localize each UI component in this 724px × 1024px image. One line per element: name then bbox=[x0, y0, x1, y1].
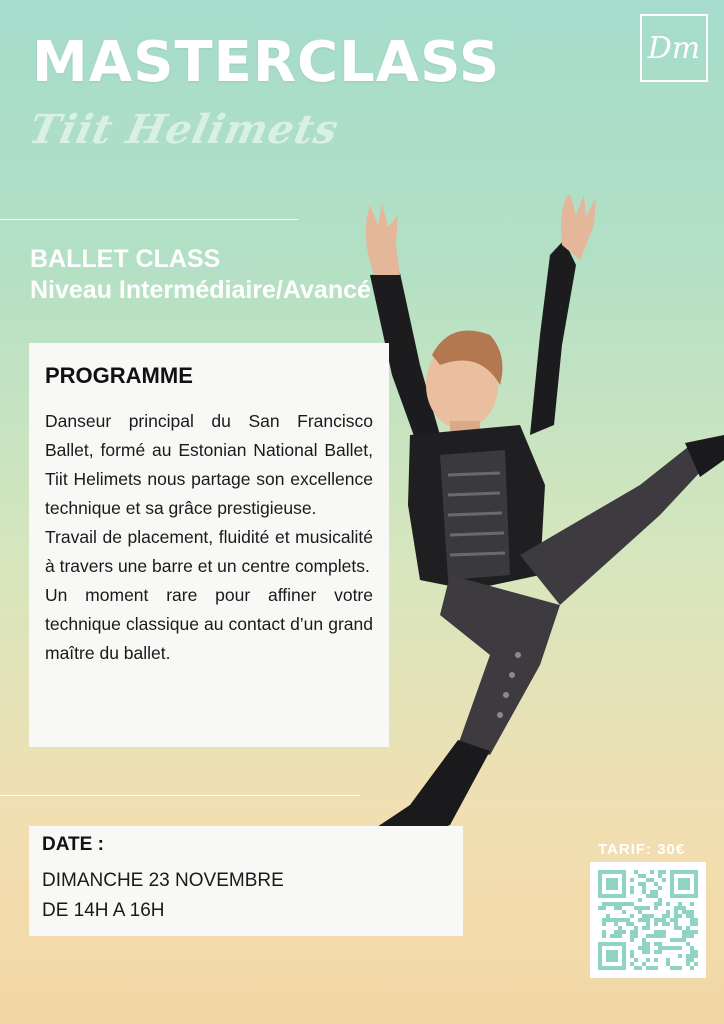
tarif-label: TARIF: 30€ bbox=[598, 841, 686, 858]
artist-name-script: Tiit Helimets bbox=[25, 106, 343, 153]
divider-middle bbox=[0, 795, 360, 796]
programme-paragraph: Danseur principal du San Francisco Ballet, formé au Estonian National Ballet, Tiit Helimets nous partage son excellence technique et sa grâce prestigieuse. bbox=[45, 411, 373, 518]
programme-paragraph: Travail de placement, fluidité et musicalité à travers une barre et un centre complets. bbox=[45, 527, 373, 576]
class-title-line2: Niveau Intermédiaire/Avancé bbox=[30, 276, 371, 304]
programme-paragraph: Un moment rare pour affiner votre technique classique au contact d’un grand maître du ballet. bbox=[45, 585, 373, 663]
divider-top bbox=[0, 219, 298, 220]
logo-text: Dm bbox=[647, 30, 701, 66]
date-day: DIMANCHE 23 NOVEMBRE bbox=[42, 870, 284, 891]
date-label: DATE : bbox=[42, 834, 104, 855]
qr-code[interactable] bbox=[590, 862, 706, 978]
date-time: DE 14H A 16H bbox=[42, 900, 165, 921]
ballet-dancer-photo bbox=[340, 185, 724, 855]
poster-title: MASTERCLASS bbox=[32, 30, 501, 95]
dm-logo-icon bbox=[640, 14, 708, 82]
class-title bbox=[30, 244, 371, 306]
programme-text bbox=[45, 407, 373, 668]
date-card bbox=[29, 826, 463, 936]
programme-card bbox=[29, 343, 389, 747]
qr-code-icon bbox=[598, 870, 698, 970]
class-title-line1: BALLET CLASS bbox=[30, 245, 221, 273]
programme-heading: PROGRAMME bbox=[45, 363, 193, 388]
